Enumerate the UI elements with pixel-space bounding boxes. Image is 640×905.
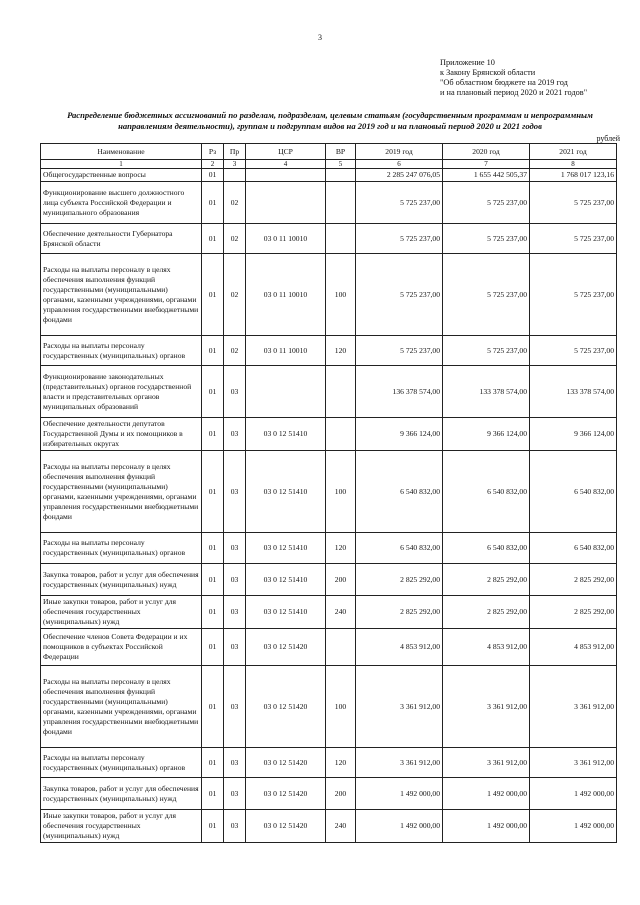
cell-2021: 1 492 000,00 — [530, 778, 617, 810]
cell-pr: 03 — [224, 810, 246, 843]
cell-2020: 3 361 912,00 — [443, 748, 530, 778]
cell-name: Закупка товаров, работ и услуг для обеспечения государственных (муниципальных) нужд — [41, 564, 202, 596]
col-header-2020: 2020 год — [443, 144, 530, 160]
cell-2020: 1 655 442 505,37 — [443, 169, 530, 182]
cell-2019: 1 492 000,00 — [356, 810, 443, 843]
cell-2019: 5 725 237,00 — [356, 224, 443, 254]
cell-vr — [326, 182, 356, 224]
cell-2020: 3 361 912,00 — [443, 666, 530, 748]
table-body — [41, 169, 617, 843]
cell-pr: 03 — [224, 564, 246, 596]
cell-2020: 1 492 000,00 — [443, 810, 530, 843]
cell-vr — [326, 224, 356, 254]
col-header-pr: Пр — [224, 144, 246, 160]
cell-csr: 03 0 12 51420 — [246, 778, 326, 810]
cell-csr: 03 0 12 51410 — [246, 596, 326, 629]
table-row — [41, 182, 617, 224]
cell-2021: 5 725 237,00 — [530, 254, 617, 336]
cell-csr: 03 0 12 51420 — [246, 810, 326, 843]
cell-2021: 2 825 292,00 — [530, 564, 617, 596]
column-number-row — [41, 160, 617, 169]
cell-vr: 120 — [326, 748, 356, 778]
table-row — [41, 224, 617, 254]
cell-2021: 9 366 124,00 — [530, 418, 617, 451]
cell-rz: 01 — [202, 254, 224, 336]
table-row — [41, 778, 617, 810]
cell-2019: 2 825 292,00 — [356, 596, 443, 629]
cell-2021: 133 378 574,00 — [530, 366, 617, 418]
cell-2020: 5 725 237,00 — [443, 254, 530, 336]
cell-rz: 01 — [202, 418, 224, 451]
table-row — [41, 810, 617, 843]
cell-2020: 5 725 237,00 — [443, 224, 530, 254]
cell-2021: 3 361 912,00 — [530, 666, 617, 748]
cell-name: Функционирование высшего должностного лица субъекта Российской Федерации и муниципального образования — [41, 182, 202, 224]
cell-csr: 03 0 12 51420 — [246, 748, 326, 778]
cell-csr: 03 0 11 10010 — [246, 254, 326, 336]
cell-csr: 03 0 12 51410 — [246, 533, 326, 564]
cell-rz: 01 — [202, 748, 224, 778]
table-row — [41, 533, 617, 564]
col-number: 2 — [202, 160, 224, 169]
cell-rz: 01 — [202, 564, 224, 596]
cell-vr: 240 — [326, 596, 356, 629]
cell-rz: 01 — [202, 810, 224, 843]
cell-vr: 120 — [326, 533, 356, 564]
cell-pr: 03 — [224, 748, 246, 778]
cell-2020: 5 725 237,00 — [443, 182, 530, 224]
cell-2020: 4 853 912,00 — [443, 629, 530, 666]
budget-table — [40, 143, 617, 843]
cell-2021: 1 768 017 123,16 — [530, 169, 617, 182]
cell-vr: 100 — [326, 254, 356, 336]
cell-pr: 02 — [224, 182, 246, 224]
cell-rz: 01 — [202, 596, 224, 629]
cell-csr: 03 0 11 10010 — [246, 224, 326, 254]
cell-2019: 136 378 574,00 — [356, 366, 443, 418]
cell-2020: 6 540 832,00 — [443, 533, 530, 564]
cell-name: Иные закупки товаров, работ и услуг для обеспечения государственных (муниципальных) нужд — [41, 810, 202, 843]
table-row — [41, 169, 617, 182]
cell-pr: 03 — [224, 366, 246, 418]
col-header-name: Наименование — [41, 144, 202, 160]
cell-name: Расходы на выплаты персоналу государственных (муниципальных) органов — [41, 748, 202, 778]
cell-vr — [326, 169, 356, 182]
cell-vr: 100 — [326, 666, 356, 748]
cell-rz: 01 — [202, 451, 224, 533]
cell-2021: 5 725 237,00 — [530, 182, 617, 224]
cell-name: Расходы на выплаты персоналу в целях обеспечения выполнения функций государственными (муниципальными) органами, казенными учреждениями, органами управления государственными внебюджетными фондами — [41, 666, 202, 748]
cell-2019: 5 725 237,00 — [356, 336, 443, 366]
cell-pr: 02 — [224, 254, 246, 336]
cell-2019: 2 285 247 076,05 — [356, 169, 443, 182]
cell-name: Расходы на выплаты персоналу в целях обеспечения выполнения функций государственными (муниципальными) органами, казенными учреждениями, органами управления государственными внебюджетными фондами — [41, 254, 202, 336]
table-row — [41, 748, 617, 778]
col-header-rz: Рз — [202, 144, 224, 160]
appendix-line: Приложение 10 — [440, 58, 495, 67]
document-title: Распределение бюджетных ассигнований по разделам, подразделам, целевым статьям (государственным программам и непрограммным направлениям деятельности), группам и подгруппам видов на 2019 год и на плановый период 2020 и 2021 годов — [67, 110, 593, 131]
cell-rz: 01 — [202, 182, 224, 224]
cell-csr — [246, 182, 326, 224]
cell-2020: 2 825 292,00 — [443, 564, 530, 596]
cell-2021: 2 825 292,00 — [530, 596, 617, 629]
cell-name: Расходы на выплаты персоналу государственных (муниципальных) органов — [41, 336, 202, 366]
cell-name: Расходы на выплаты персоналу государственных (муниципальных) органов — [41, 533, 202, 564]
cell-csr: 03 0 12 51420 — [246, 666, 326, 748]
cell-name: Общегосударственные вопросы — [41, 169, 202, 182]
cell-2019: 5 725 237,00 — [356, 254, 443, 336]
cell-rz: 01 — [202, 666, 224, 748]
col-number: 4 — [246, 160, 326, 169]
table-row — [41, 666, 617, 748]
cell-2019: 3 361 912,00 — [356, 666, 443, 748]
cell-2019: 6 540 832,00 — [356, 533, 443, 564]
cell-pr: 03 — [224, 418, 246, 451]
cell-pr: 03 — [224, 596, 246, 629]
cell-csr: 03 0 12 51410 — [246, 418, 326, 451]
col-number: 5 — [326, 160, 356, 169]
col-number: 3 — [224, 160, 246, 169]
cell-2020: 5 725 237,00 — [443, 336, 530, 366]
appendix-line: к Закону Брянской области — [440, 68, 536, 77]
cell-csr: 03 0 12 51410 — [246, 564, 326, 596]
table-row — [41, 336, 617, 366]
table-row — [41, 629, 617, 666]
cell-csr — [246, 169, 326, 182]
col-number: 1 — [41, 160, 202, 169]
cell-pr: 03 — [224, 629, 246, 666]
cell-2019: 4 853 912,00 — [356, 629, 443, 666]
cell-2020: 9 366 124,00 — [443, 418, 530, 451]
cell-2019: 9 366 124,00 — [356, 418, 443, 451]
cell-name: Обеспечение деятельности депутатов Государственной Думы и их помощников в избирательных округах — [41, 418, 202, 451]
cell-name: Иные закупки товаров, работ и услуг для обеспечения государственных (муниципальных) нужд — [41, 596, 202, 629]
cell-rz: 01 — [202, 224, 224, 254]
cell-pr: 03 — [224, 778, 246, 810]
col-number: 7 — [443, 160, 530, 169]
cell-rz: 01 — [202, 778, 224, 810]
cell-rz: 01 — [202, 336, 224, 366]
cell-pr: 02 — [224, 224, 246, 254]
cell-csr: 03 0 12 51410 — [246, 451, 326, 533]
unit-label: рублей — [596, 134, 620, 143]
cell-vr: 200 — [326, 778, 356, 810]
cell-2019: 2 825 292,00 — [356, 564, 443, 596]
table-row — [41, 366, 617, 418]
cell-rz: 01 — [202, 366, 224, 418]
cell-vr — [326, 629, 356, 666]
cell-2020: 6 540 832,00 — [443, 451, 530, 533]
header-row — [41, 144, 617, 160]
cell-name: Функционирование законодательных (представительных) органов государственной власти и представительных органов муниципальных образований — [41, 366, 202, 418]
cell-name: Обеспечение членов Совета Федерации и их помощников в субъектах Российской Федерации — [41, 629, 202, 666]
cell-vr: 200 — [326, 564, 356, 596]
cell-2019: 6 540 832,00 — [356, 451, 443, 533]
col-header-csr: ЦСР — [246, 144, 326, 160]
cell-2020: 1 492 000,00 — [443, 778, 530, 810]
cell-pr: 03 — [224, 666, 246, 748]
cell-pr: 02 — [224, 336, 246, 366]
table-row — [41, 596, 617, 629]
appendix-line: и на плановый период 2020 и 2021 годов" — [440, 88, 588, 97]
cell-csr — [246, 366, 326, 418]
cell-vr: 240 — [326, 810, 356, 843]
cell-rz: 01 — [202, 533, 224, 564]
cell-2020: 133 378 574,00 — [443, 366, 530, 418]
cell-2021: 5 725 237,00 — [530, 336, 617, 366]
cell-rz: 01 — [202, 629, 224, 666]
table-row — [41, 418, 617, 451]
cell-2021: 3 361 912,00 — [530, 748, 617, 778]
cell-2019: 3 361 912,00 — [356, 748, 443, 778]
cell-name: Обеспечение деятельности Губернатора Брянской области — [41, 224, 202, 254]
cell-vr: 100 — [326, 451, 356, 533]
cell-2020: 2 825 292,00 — [443, 596, 530, 629]
cell-pr: 03 — [224, 533, 246, 564]
col-number: 8 — [530, 160, 617, 169]
cell-vr: 120 — [326, 336, 356, 366]
col-header-2021: 2021 год — [530, 144, 617, 160]
cell-pr: 03 — [224, 451, 246, 533]
cell-2021: 6 540 832,00 — [530, 533, 617, 564]
cell-2019: 5 725 237,00 — [356, 182, 443, 224]
appendix-block — [440, 58, 630, 98]
cell-vr — [326, 418, 356, 451]
cell-csr: 03 0 11 10010 — [246, 336, 326, 366]
table-header — [41, 144, 617, 169]
cell-2019: 1 492 000,00 — [356, 778, 443, 810]
cell-2021: 4 853 912,00 — [530, 629, 617, 666]
cell-pr — [224, 169, 246, 182]
table-row — [41, 451, 617, 533]
col-number: 6 — [356, 160, 443, 169]
col-header-2019: 2019 год — [356, 144, 443, 160]
appendix-line: "Об областном бюджете на 2019 год — [440, 78, 568, 87]
table-row — [41, 564, 617, 596]
cell-2021: 6 540 832,00 — [530, 451, 617, 533]
cell-csr: 03 0 12 51420 — [246, 629, 326, 666]
col-header-vr: ВР — [326, 144, 356, 160]
page-number: 3 — [318, 33, 322, 42]
cell-2021: 5 725 237,00 — [530, 224, 617, 254]
cell-name: Расходы на выплаты персоналу в целях обеспечения выполнения функций государственными (муниципальными) органами, казенными учреждениями, органами управления государственными внебюджетными фондами — [41, 451, 202, 533]
cell-rz: 01 — [202, 169, 224, 182]
cell-2021: 1 492 000,00 — [530, 810, 617, 843]
table-row — [41, 254, 617, 336]
cell-vr — [326, 366, 356, 418]
cell-name: Закупка товаров, работ и услуг для обеспечения государственных (муниципальных) нужд — [41, 778, 202, 810]
